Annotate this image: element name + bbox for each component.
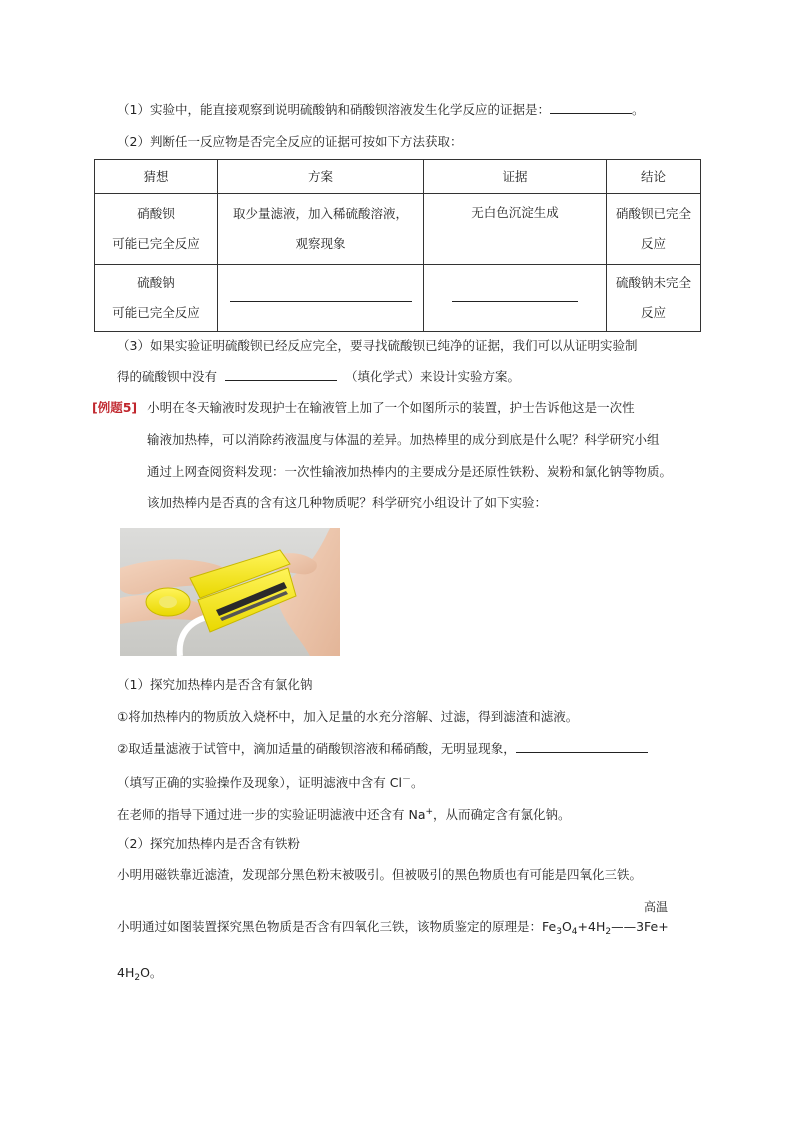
eq-o: O	[561, 919, 572, 934]
evidence-table	[94, 159, 701, 332]
water-h: 4H	[117, 965, 135, 980]
part1-note-text: 在老师的指导下通过进一步的实验证明滤液中还含有 Na	[117, 807, 426, 822]
row1-evidence	[424, 194, 607, 265]
eq-fe-sub: 3	[556, 927, 562, 937]
example5-line3: 通过上网查阅资料发现：一次性输液加热棒内的主要成分是还原性铁粉、炭粉和氯化钠等物质。	[147, 464, 673, 479]
question-3-blank[interactable]	[225, 368, 337, 381]
equation-reactants	[542, 919, 612, 937]
part1-step2-text: ②取适量滤液于试管中，滴加适量的硝酸钡溶液和稀硝酸，无明显现象，	[117, 741, 516, 756]
header-conclusion: 结论	[607, 160, 701, 194]
example5-line1-text: 小明在冬天输液时发现护士在输液管上加了一个如图所示的装置，护士告诉他这是一次性	[147, 400, 635, 415]
row2-plan-blank[interactable]	[230, 289, 412, 302]
row2-guess	[95, 265, 218, 332]
question-3-suffix: （填化学式）来设计实验方案。	[344, 369, 520, 384]
heating-rod-icon	[120, 528, 340, 656]
row2-conclusion	[607, 265, 701, 332]
question-1-blank[interactable]	[550, 101, 632, 114]
reaction-condition: 高温	[644, 900, 669, 914]
part1-step2	[117, 740, 648, 758]
part1-note-suffix: ，从而确定含有氯化钠。	[433, 807, 571, 822]
part2-title: （2）探究加热棒内是否含有铁粉	[117, 836, 300, 851]
header-guess: 猜想	[95, 160, 218, 194]
heating-rod-photo	[120, 528, 340, 656]
chloride-charge: －	[401, 775, 411, 785]
row1-conclusion-line2: 反应	[640, 236, 666, 251]
part1-note	[117, 803, 571, 824]
question-3-line2	[117, 368, 520, 386]
question-2-intro: （2）判断任一反应物是否完全反应的证据可按如下方法获取：	[117, 134, 463, 149]
eq-h-sub: 2	[605, 927, 612, 937]
row1-plan	[218, 194, 424, 265]
eq-fe: Fe	[542, 919, 557, 934]
row1-guess-line1: 硝酸钡	[137, 206, 175, 221]
row1-plan-line1: 取少量滤液，加入稀硫酸溶液，	[232, 206, 408, 221]
example5-tag: [例题5]	[92, 400, 138, 415]
part1-step2b-text: （填写正确的实验操作及现象），证明滤液中含有 Cl	[117, 775, 402, 790]
row2-conclusion-line1: 硫酸钠未完全	[615, 275, 691, 290]
part2-line3	[117, 964, 162, 987]
row2-guess-line1: 硫酸钠	[137, 275, 175, 290]
table-row	[95, 265, 701, 332]
table-header-row	[95, 160, 701, 194]
water-o: O。	[140, 965, 163, 980]
question-3-prefix: 得的硫酸钡中没有	[117, 369, 218, 384]
part1-step2b-suffix: 。	[410, 775, 424, 790]
eq-h: +4H	[577, 919, 606, 934]
equation-product: 3Fe+	[636, 919, 669, 934]
row2-conclusion-line2: 反应	[640, 305, 666, 320]
row1-conclusion	[607, 194, 701, 265]
header-plan: 方案	[218, 160, 424, 194]
part1-step1: ①将加热棒内的物质放入烧杯中，加入足量的水充分溶解、过滤，得到滤渣和滤液。	[117, 709, 579, 724]
row2-evidence	[424, 265, 607, 332]
part2-line2-text: 小明通过如图装置探究黑色物质是否含有四氧化三铁，该物质鉴定的原理是：	[117, 919, 543, 934]
row2-plan	[218, 265, 424, 332]
row1-guess-line2: 可能已完全反应	[112, 236, 200, 251]
part2-line2	[117, 918, 669, 941]
eq-o-sub: 4	[571, 927, 578, 937]
row1-evidence-text: 无白色沉淀生成	[471, 205, 559, 220]
question-3-line1: （3）如果实验证明硫酸钡已经反应完全，要寻找硫酸钡已纯净的证据，我们可以从证明实验制	[117, 338, 638, 353]
question-1-text: （1）实验中，能直接观察到说明硫酸钠和硝酸钡溶液发生化学反应的证据是：	[117, 102, 550, 117]
example5-line2: 输液加热棒，可以消除药液温度与体温的差异。加热棒里的成分到底是什么呢？科学研究小组	[147, 432, 660, 447]
example5-line1	[92, 399, 635, 417]
row1-plan-line2: 观察现象	[295, 236, 346, 251]
row1-guess	[95, 194, 218, 265]
row2-evidence-blank[interactable]	[452, 289, 578, 302]
part1-step2-blank[interactable]	[516, 740, 648, 753]
equation-arrow: ——	[611, 919, 637, 934]
example5-line4: 该加热棒内是否真的含有这几种物质呢？科学研究小组设计了如下实验：	[147, 495, 548, 510]
row1-conclusion-line1: 硝酸钡已完全	[615, 206, 691, 221]
question-1-suffix: 。	[631, 102, 645, 117]
part2-line1: 小明用磁铁靠近滤渣，发现部分黑色粉末被吸引。但被吸引的黑色物质也有可能是四氧化三铁。	[117, 867, 643, 882]
table-row	[95, 194, 701, 265]
part1-title: （1）探究加热棒内是否含有氯化钠	[117, 677, 313, 692]
part1-step2-continued	[117, 771, 423, 792]
question-1	[117, 101, 644, 119]
header-evidence: 证据	[424, 160, 607, 194]
row2-guess-line2: 可能已完全反应	[112, 305, 200, 320]
sodium-charge: +	[425, 807, 434, 817]
water-sub: 2	[134, 973, 141, 983]
